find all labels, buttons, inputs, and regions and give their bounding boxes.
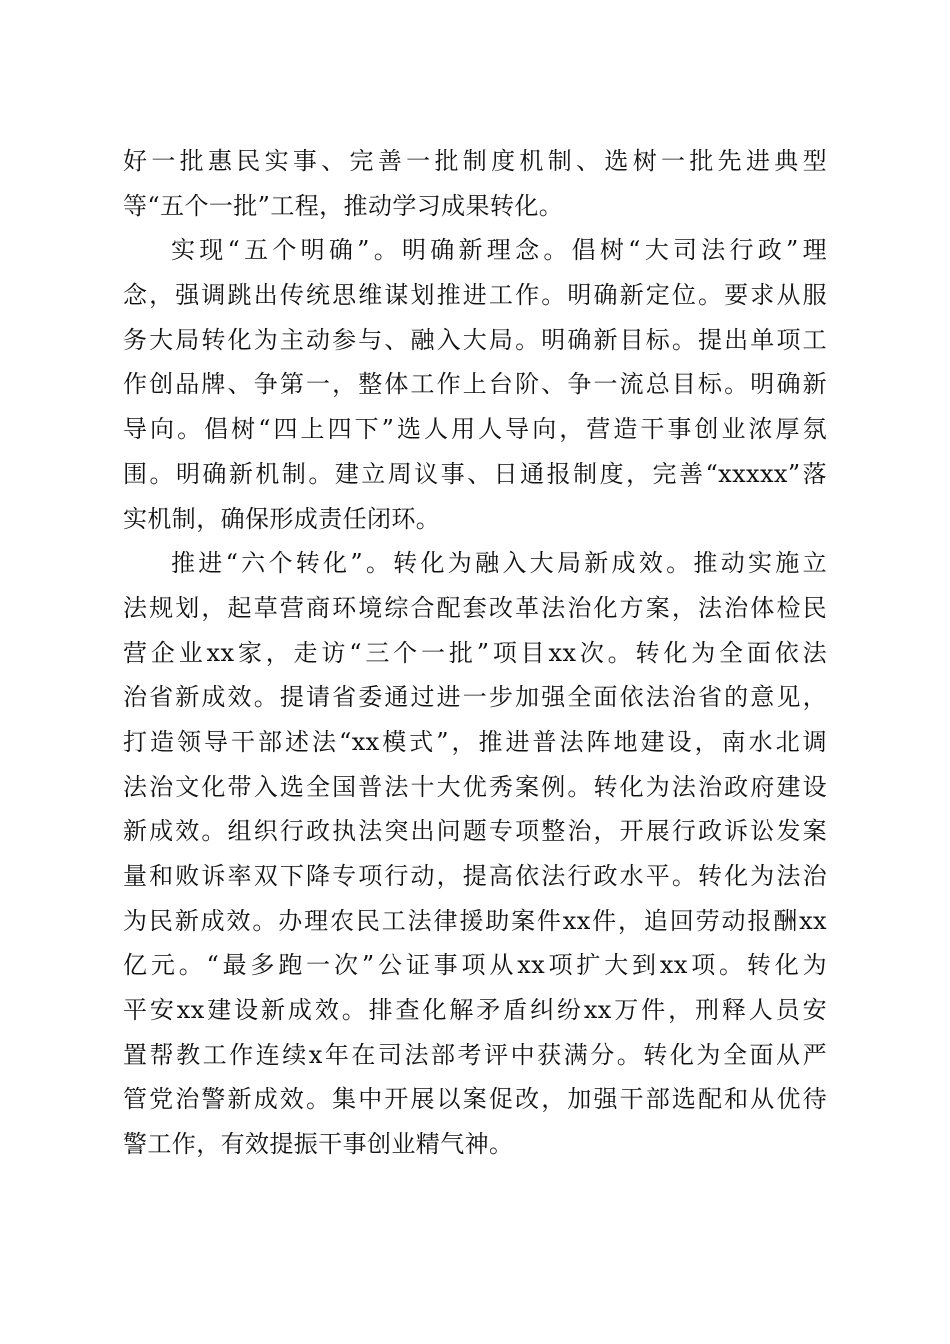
text-line: 围。明确新机制。建立周议事、日通报制度，完善“xxxxx”落	[123, 459, 827, 488]
text-line: 亿元。“最多跑一次”公证事项从xx项扩大到xx项。转化为	[123, 951, 827, 980]
text-line: 好一批惠民实事、完善一批制度机制、选树一批先进典型	[123, 147, 827, 175]
document-body	[123, 139, 827, 1167]
text-line: 推进“六个转化”。转化为融入大局新成效。推动实施立	[171, 549, 827, 578]
text-line: 作创品牌、争第一，整体工作上台阶、争一流总目标。明确新	[123, 370, 827, 399]
text-line: 管党治警新成效。集中开展以案促改，加强干部选配和从优待	[123, 1085, 827, 1114]
text-line: 实机制，确保形成责任闭环。	[123, 504, 441, 533]
text-line: 打造领导干部述法“xx模式”，推进普法阵地建设，南水北调	[123, 727, 827, 756]
paragraph-3	[123, 541, 827, 1167]
text-line: 量和败诉率双下降专项行动，提高依法行政水平。转化为法治	[123, 862, 827, 890]
text-line: 法规划，起草营商环境综合配套改革法治化方案，法治体检民	[123, 593, 827, 622]
text-line: 平安xx建设新成效。排查化解矛盾纠纷xx万件，刑释人员安	[123, 996, 827, 1025]
text-line: 念，强调跳出传统思维谋划推进工作。明确新定位。要求从服	[123, 281, 827, 310]
text-line: 治省新成效。提请省委通过进一步加强全面依法治省的意见，	[123, 683, 827, 712]
text-line: 营企业xx家，走访“三个一批”项目xx次。转化为全面依法	[123, 638, 827, 667]
paragraph-2	[123, 228, 827, 541]
text-line: 警工作，有效提振干事创业精气神。	[123, 1130, 514, 1159]
text-line: 实现“五个明确”。明确新理念。倡树“大司法行政”理	[171, 236, 827, 265]
paragraph-1	[123, 139, 827, 228]
text-line: 置帮教工作连续x年在司法部考评中获满分。转化为全面从严	[123, 1040, 827, 1069]
text-line: 法治文化带入选全国普法十大优秀案例。转化为法治政府建设	[123, 772, 827, 801]
text-line: 新成效。组织行政执法突出问题专项整治，开展行政诉讼发案	[123, 817, 827, 846]
text-line: 务大局转化为主动参与、融入大局。明确新目标。提出单项工	[123, 325, 827, 354]
text-line: 为民新成效。办理农民工法律援助案件xx件，追回劳动报酬xx	[123, 906, 827, 935]
text-line: 导向。倡树“四上四下”选人用人导向，营造干事创业浓厚氛	[123, 415, 827, 444]
text-line: 等“五个一批”工程，推动学习成果转化。	[123, 191, 564, 220]
